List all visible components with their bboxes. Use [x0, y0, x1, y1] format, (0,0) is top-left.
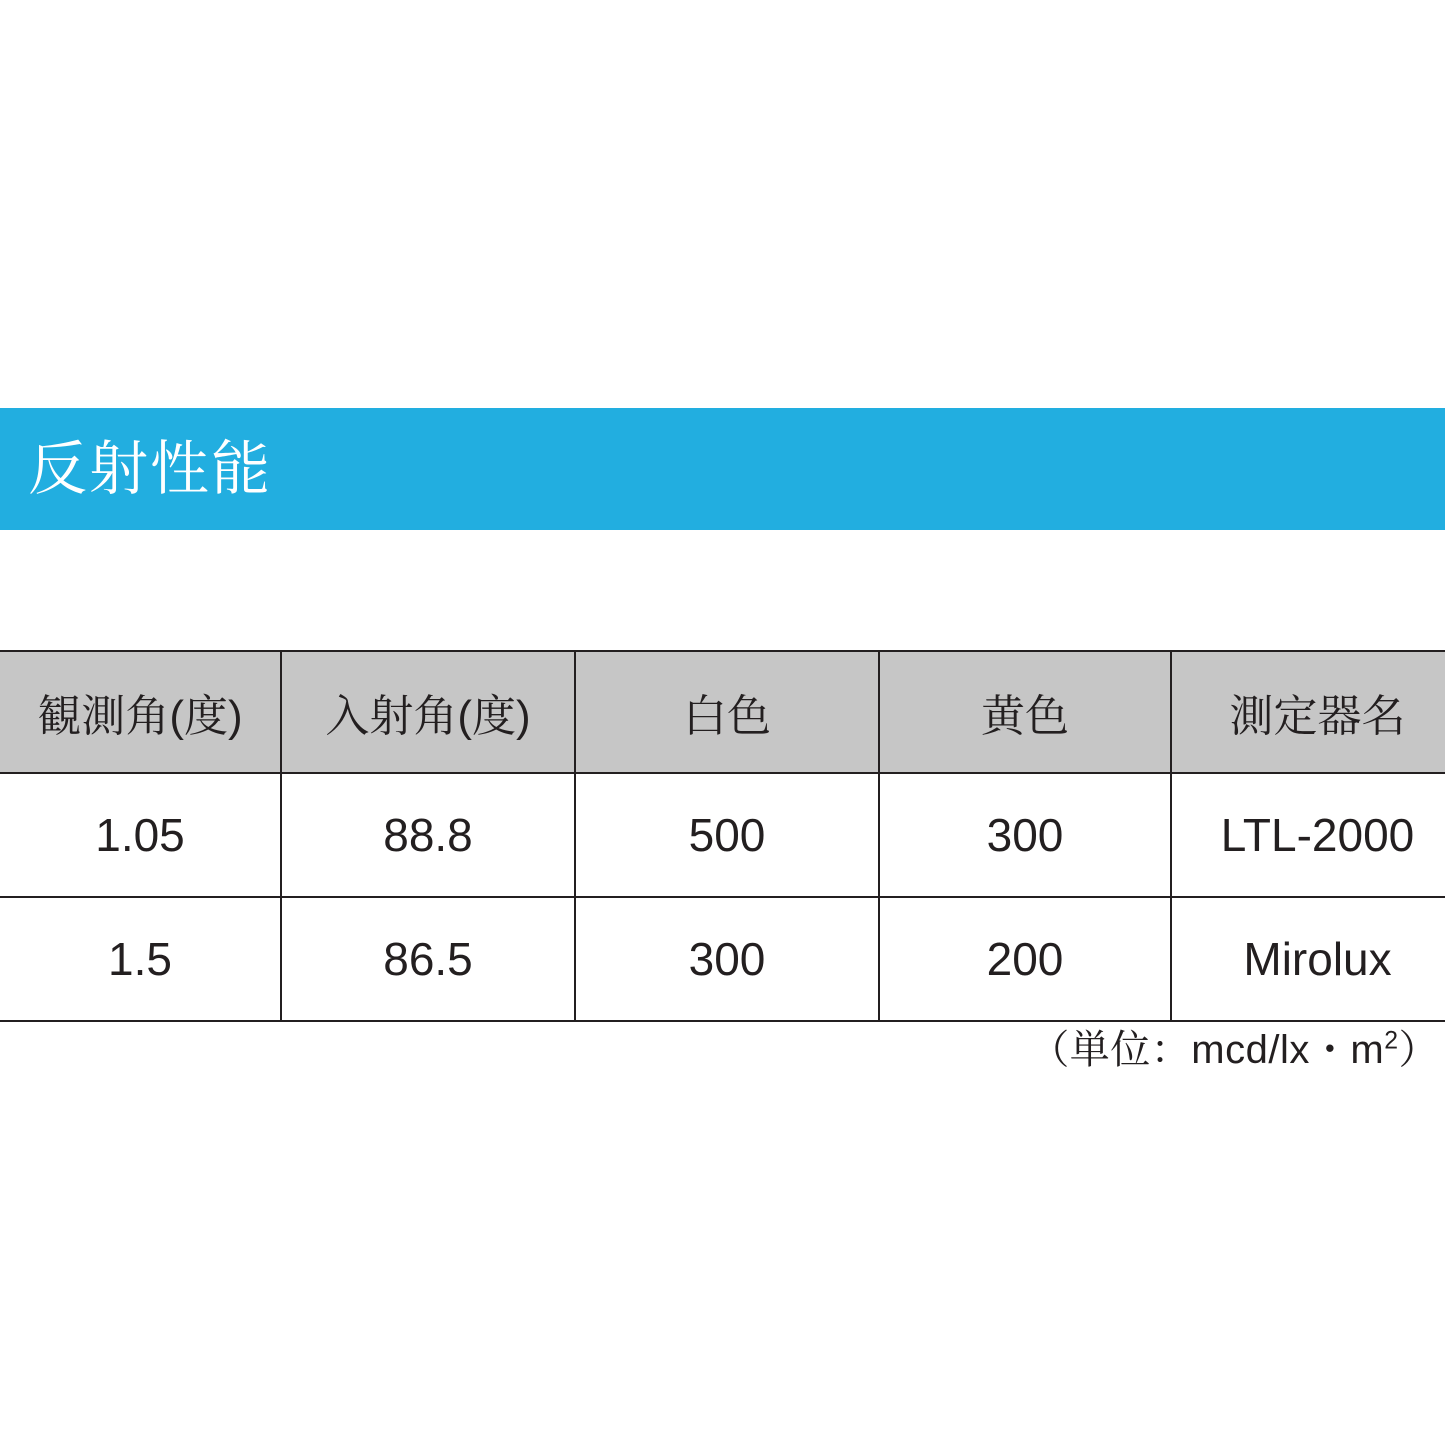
column-header-observation-angle: 観測角(度)	[0, 651, 281, 773]
cell-entrance-angle: 86.5	[281, 897, 575, 1021]
unit-note-superscript: 2	[1384, 1027, 1399, 1055]
table-header	[0, 651, 1445, 773]
cell-white: 500	[575, 773, 879, 897]
cell-white: 300	[575, 897, 879, 1021]
cell-yellow: 300	[879, 773, 1171, 897]
column-header-instrument-name: 測定器名	[1171, 651, 1445, 773]
cell-instrument-name: Mirolux	[1171, 897, 1445, 1021]
column-header-entrance-angle: 入射角(度)	[281, 651, 575, 773]
unit-note-prefix: （単位：mcd/lx・m	[1029, 1028, 1385, 1072]
reflective-performance-table-wrapper	[0, 650, 1445, 1022]
cell-observation-angle: 1.05	[0, 773, 281, 897]
unit-note	[1029, 1018, 1439, 1075]
section-header-band	[0, 408, 1445, 530]
cell-entrance-angle: 88.8	[281, 773, 575, 897]
column-header-yellow: 黄色	[879, 651, 1171, 773]
reflective-performance-table	[0, 650, 1445, 1022]
column-header-white: 白色	[575, 651, 879, 773]
table-header-row	[0, 651, 1445, 773]
table-row	[0, 773, 1445, 897]
table-body	[0, 773, 1445, 1021]
cell-observation-angle: 1.5	[0, 897, 281, 1021]
cell-yellow: 200	[879, 897, 1171, 1021]
section-title: 反射性能	[28, 435, 273, 502]
unit-note-suffix: ）	[1398, 1028, 1439, 1072]
cell-instrument-name: LTL-2000	[1171, 773, 1445, 897]
table-row	[0, 897, 1445, 1021]
